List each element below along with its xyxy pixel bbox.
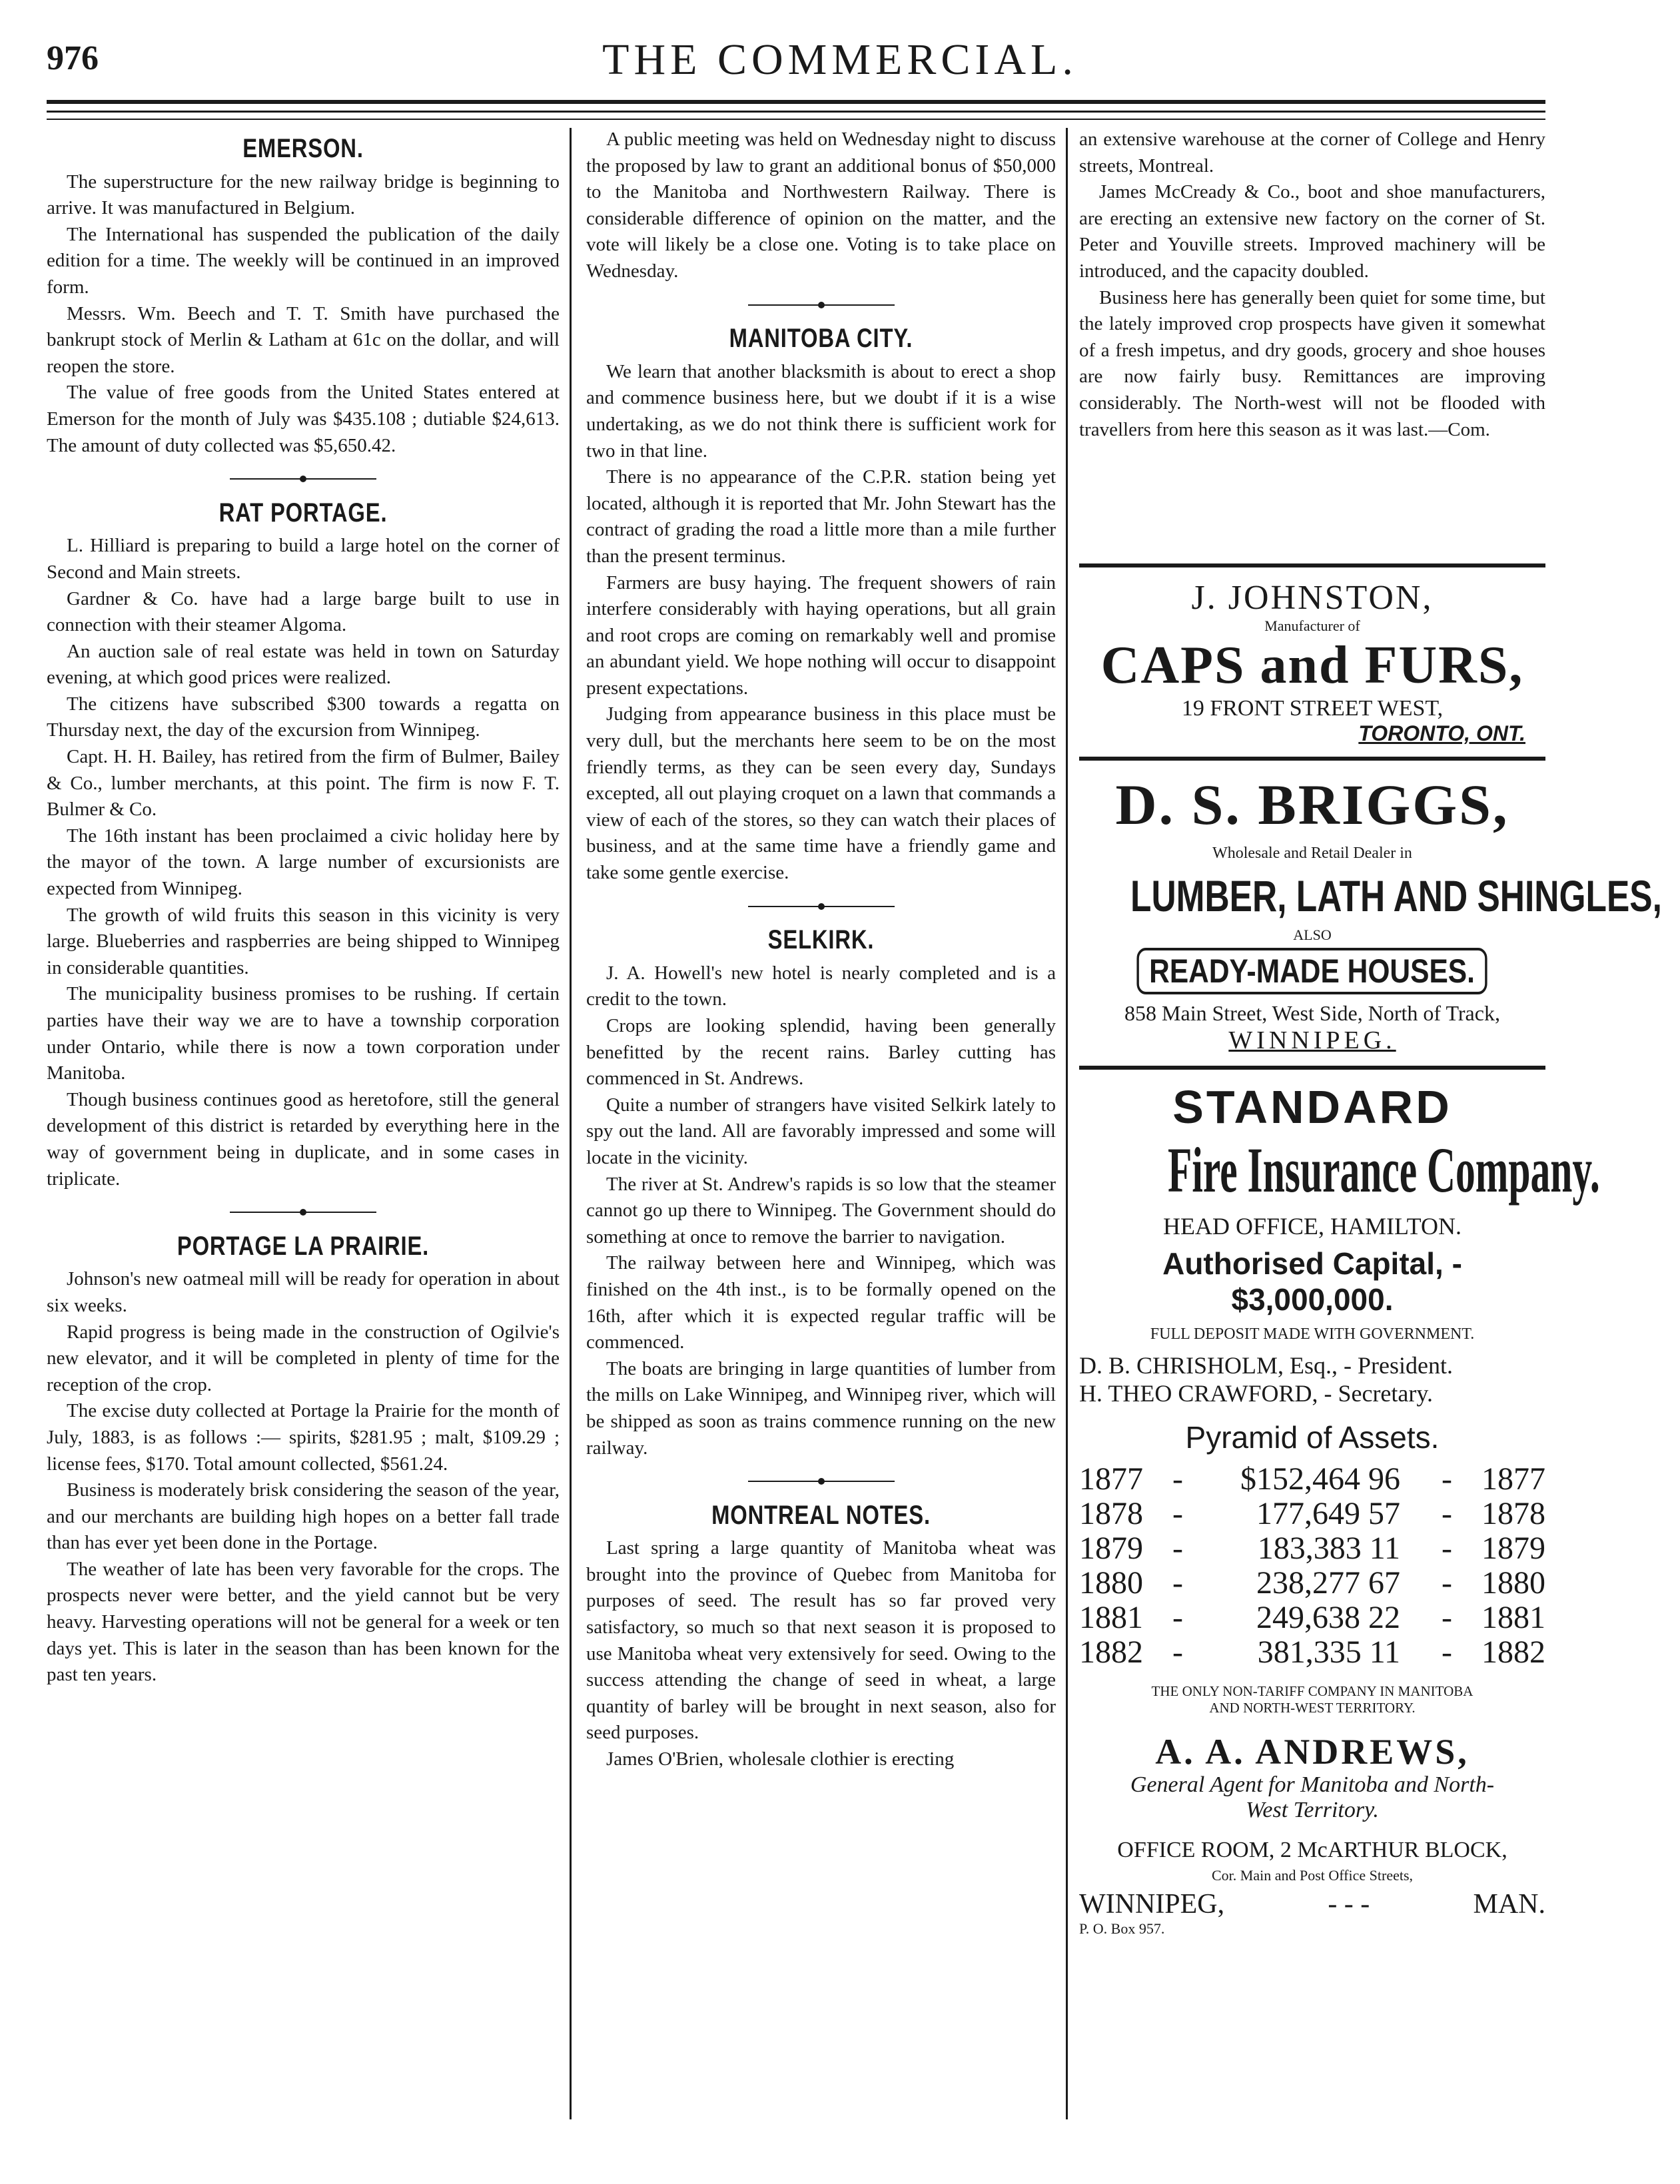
asset-dash: -: [1172, 1635, 1183, 1670]
advertiser-subtitle: Manufacturer of: [1264, 617, 1360, 634]
paragraph: Business is moderately brisk considering the season of the year, and our merchants are building high hopes on a better fall trade than has ever yet been done in the Portage.: [47, 1479, 560, 1554]
company-secretary: H. THEO CRAWFORD, - Secretary.: [1079, 1380, 1434, 1407]
advertiser-name: D. S. BRIGGS,: [1115, 773, 1509, 837]
agent-box: P. O. Box 957.: [1079, 1920, 1165, 1937]
assets-row: [1079, 1566, 1545, 1601]
assets-row: [1079, 1462, 1545, 1497]
capital-value: $3,000,000.: [1231, 1282, 1394, 1317]
column-rule: [570, 128, 572, 2119]
assets-row: [1079, 1531, 1545, 1566]
paragraph: The municipality business promises to be rushing. If certain parties have their way we are to have a township corporation under Ontario, while there is now a town corporation under Manitoba.: [47, 983, 560, 1084]
assets-row: [1079, 1601, 1545, 1635]
agent-corner: Cor. Main and Post Office Streets,: [1211, 1867, 1414, 1884]
asset-year: 1881: [1079, 1600, 1143, 1635]
capital-label: Authorised Capital, -: [1162, 1246, 1462, 1281]
section-heading-emerson: EMERSON.: [242, 134, 364, 163]
advertiser-subtitle: Wholesale and Retail Dealer in: [1212, 845, 1412, 862]
paragraph: The river at St. Andrew's rapids is so low that the steamer cannot go up there to Winnipeg. The Government should do something at once to remove the barrier to navigation.: [586, 1173, 1056, 1248]
paragraph: The growth of wild fruits this season in this vicinity is very large. Blueberries and raspberries are being shipped to Winnipeg in considerable quantities.: [47, 904, 560, 978]
company-capital: [1079, 1246, 1545, 1317]
company-title: STANDARD: [1172, 1081, 1452, 1133]
section-heading-portage-la-prairie: PORTAGE LA PRAIRIE.: [177, 1231, 430, 1261]
paragraph: Capt. H. H. Bailey, has retired from the firm of Bulmer, Bailey & Co., lumber merchants, at this point. The firm is now F. T. Bulmer & Co.: [47, 746, 560, 821]
company-name: Fire Insurance Company.: [1168, 1134, 1600, 1206]
ad-rule: [1079, 757, 1545, 761]
advertiser-address: 19 FRONT STREET WEST,: [1181, 696, 1444, 721]
paragraph: The weather of late has been very favorable for the crops. The prospects never were better, and the yield cannot but be very heavy. Harvesting operations will not be general for a week or ten days yet. This is later in the season than has been known for the past ten years.: [47, 1558, 560, 1686]
asset-dash: -: [1172, 1531, 1183, 1566]
asset-amount: $152,464 96: [1240, 1461, 1401, 1497]
paragraph: Judging from appearance business in this place must be very dull, but the merchants here seem to be on the most friendly terms, as they can be seen every day, Sundays excepted, all out playing croquet on a lawn that commands a view of each of the stores, so they can watch their places of business, and at the same time have a friendly game and take some gentle exercise.: [586, 703, 1056, 884]
asset-year-right: 1882: [1481, 1635, 1545, 1670]
asset-dash: -: [1442, 1600, 1452, 1635]
ornamental-divider: [586, 290, 1056, 317]
paragraph: The citizens have subscribed $300 towards a regatta on Thursday next, the day of the excursion from Winnipeg.: [47, 693, 560, 741]
column-3: [1079, 127, 1545, 443]
ad-briggs: [1079, 771, 1662, 1055]
asset-dash: -: [1442, 1635, 1452, 1670]
paragraph: Johnson's new oatmeal mill will be ready for operation in about six weeks.: [47, 1268, 560, 1316]
advertiser-feature: [1079, 948, 1545, 994]
ad-rule: [1079, 1066, 1545, 1070]
paragraph: James McCready & Co., boot and shoe manufacturers, are erecting an extensive new factory on the corner of St. Peter and Youville streets. Improved machinery will be introduced, and the capacity doubled.: [1079, 181, 1545, 282]
column-rule: [1066, 128, 1068, 2119]
asset-year: 1879: [1079, 1531, 1143, 1566]
advertiser-headline: CAPS and FURS,: [1100, 636, 1524, 695]
advertiser-name: J. JOHNSTON,: [1191, 579, 1434, 617]
ad-rule: [1079, 563, 1545, 567]
paragraph: A public meeting was held on Wednesday night to discuss the proposed by law to grant an additional bonus of $50,000 to the Manitoba and Northwestern Railway. There is considerable difference of opinion on the matter, and the vote will likely be a close one. Voting is to take place on Wednesday.: [586, 129, 1056, 282]
paragraph: The railway between here and Winnipeg, which was finished on the 4th inst., is to be formally opened on the 16th, after which it is expected regular traffic will be commenced.: [586, 1252, 1056, 1353]
divider-ornament-icon: [230, 1208, 376, 1216]
asset-year: 1878: [1079, 1496, 1143, 1531]
agent-dashes: - - -: [1328, 1889, 1370, 1920]
paragraph: Last spring a large quantity of Manitoba wheat was brought into the province of Quebec from Manitoba for purposes of seed. The result has so far proved very satisfactory, so much so that next season it is proposed to use Manitoba wheat very extensively for seed. Owing to the success attending the change of seed in wheat, a large quantity of barley will be brought in next season, also for seed purposes.: [586, 1537, 1056, 1744]
paragraph: Rapid progress is being made in the construction of Ogilvie's new elevator, and it will be completed in plenty of time for the reception of the crop.: [47, 1321, 560, 1395]
paragraph: The International has suspended the publication of the daily edition for a time. The weekly will be continued in an improved form.: [47, 223, 560, 298]
section-heading-montreal-notes: MONTREAL NOTES.: [711, 1500, 931, 1530]
asset-year-right: 1880: [1481, 1565, 1545, 1601]
assets-row: [1079, 1635, 1545, 1670]
section-heading-selkirk: SELKIRK.: [767, 925, 875, 955]
paragraph: L. Hilliard is preparing to build a large hotel on the corner of Second and Main streets.: [47, 535, 560, 583]
column-1: [47, 127, 560, 1688]
asset-year: 1882: [1079, 1635, 1143, 1670]
paragraph: an extensive warehouse at the corner of College and Henry streets, Montreal.: [1079, 129, 1545, 177]
paragraph: An auction sale of real estate was held in town on Saturday evening, at which good prices were realized.: [47, 640, 560, 689]
assets-title: Pyramid of Assets.: [1185, 1420, 1440, 1455]
asset-dash: -: [1442, 1496, 1452, 1531]
asset-dash: -: [1442, 1461, 1452, 1497]
ornamental-divider: [47, 464, 560, 491]
paragraph: Though business continues good as heretofore, still the general development of this district is retarded by everything here in the way of government being in duplicate, and in some cases in triplicate.: [47, 1088, 560, 1190]
asset-amount: 177,649 57: [1256, 1496, 1401, 1531]
paragraph: James O'Brien, wholesale clothier is erecting: [606, 1748, 955, 1770]
paragraph: The superstructure for the new railway bridge is beginning to arrive. It was manufactured in Belgium.: [47, 171, 560, 219]
advertiser-city: TORONTO, ONT.: [1358, 721, 1525, 745]
paragraph: Gardner & Co. have had a large barge built to use in connection with their steamer Algoma.: [47, 587, 560, 636]
asset-dash: -: [1442, 1531, 1452, 1566]
divider-ornament-icon: [748, 1477, 895, 1485]
asset-dash: -: [1172, 1565, 1183, 1601]
asset-dash: -: [1442, 1565, 1452, 1601]
agent-province: MAN.: [1473, 1889, 1545, 1920]
page-number: 976: [47, 39, 99, 77]
paragraph: We learn that another blacksmith is about to erect a shop and commence business here, but we doubt if it is a wise undertaking, as we do not think there is sufficient work for two in that line.: [586, 360, 1056, 462]
agent-city: WINNIPEG,: [1079, 1889, 1225, 1920]
asset-dash: -: [1172, 1600, 1183, 1635]
ad-standard-fire: [1079, 1080, 1600, 1938]
non-tariff-note: THE ONLY NON-TARIFF COMPANY IN MANITOBA: [1151, 1683, 1473, 1699]
masthead-rule: [47, 111, 1545, 113]
agent-title: West Territory.: [1246, 1798, 1379, 1822]
ornamental-divider: [586, 892, 1056, 918]
assets-row: [1079, 1497, 1545, 1531]
asset-dash: -: [1172, 1461, 1183, 1497]
agent-name: A. A. ANDREWS,: [1155, 1732, 1470, 1772]
masthead-title: THE COMMERCIAL.: [602, 35, 1078, 84]
section-heading-rat-portage: RAT PORTAGE.: [218, 498, 388, 528]
paragraph: The value of free goods from the United States entered at Emerson for the month of July was $435.108 ; dutiable $24,613. The amount of duty collected was $5,650.42.: [47, 382, 560, 456]
masthead-rule: [47, 119, 1545, 120]
advertisements: [1079, 553, 1662, 1938]
paragraph: The boats are bringing in large quantities of lumber from the mills on Lake Winnipeg, and Winnipeg river, which will be shipped as soon as trains commence running on the new railway.: [586, 1357, 1056, 1459]
divider-ornament-icon: [748, 903, 895, 910]
agent-title: General Agent for Manitoba and North-: [1130, 1772, 1495, 1797]
company-president: D. B. CHRISHOLM, Esq., - President.: [1079, 1352, 1454, 1379]
paragraph: Messrs. Wm. Beech and T. T. Smith have purchased the bankrupt stock of Merlin & Latham at 61c on the dollar, and will reopen the store.: [47, 302, 560, 377]
paragraph: The excise duty collected at Portage la Prairie for the month of July, 1883, is as follows :— spirits, $281.95 ; malt, $109.29 ; license fees, $170. Total amount collected, $561.24.: [47, 1400, 560, 1475]
agent-city-line: [1079, 1888, 1545, 1920]
company-deposit: FULL DEPOSIT MADE WITH GOVERNMENT.: [1150, 1325, 1475, 1343]
agent-office: OFFICE ROOM, 2 McARTHUR BLOCK,: [1117, 1838, 1507, 1862]
advertiser-headline: LUMBER, LATH AND SHINGLES,: [1130, 871, 1662, 920]
asset-amount: 249,638 22: [1256, 1600, 1401, 1635]
divider-ornament-icon: [748, 301, 895, 309]
section-heading-manitoba-city: MANITOBA CITY.: [729, 324, 913, 354]
paragraph: The 16th instant has been proclaimed a civic holiday here by the mayor of the town. A large number of excursionists are expected from Winnipeg.: [47, 825, 560, 900]
asset-year-right: 1878: [1481, 1496, 1545, 1531]
column-2: [586, 127, 1056, 1773]
divider-ornament-icon: [230, 475, 376, 483]
paragraph: J. A. Howell's new hotel is nearly completed and is a credit to the town.: [586, 962, 1056, 1010]
advertiser-also: ALSO: [1293, 926, 1332, 943]
asset-amount: 238,277 67: [1256, 1565, 1401, 1601]
masthead-rule: [47, 100, 1545, 104]
ad-johnston: [1079, 578, 1545, 746]
non-tariff-note: AND NORTH-WEST TERRITORY.: [1209, 1700, 1416, 1716]
asset-amount: 183,383 11: [1257, 1531, 1401, 1566]
assets-table: [1079, 1462, 1545, 1670]
paragraph: Farmers are busy haying. The frequent showers of rain interfere considerably with haying operations, but all grain and root crops are coming on remarkably well and promise an abundant yield. We hope nothing will occur to disappoint present expectations.: [586, 571, 1056, 699]
paragraph: Business here has generally been quiet for some time, but the lately improved crop prospects have given it somewhat of a fresh impetus, and dry goods, grocery and shoe houses are now fairly busy. Remittances are improving considerably. The North-west will not be flooded with travellers from here this season as it was last.—Com.: [1079, 286, 1545, 440]
asset-year: 1880: [1079, 1565, 1143, 1601]
paragraph: There is no appearance of the C.P.R. station being yet located, although it is reported that Mr. John Stewart has the contract of grading the road a little more than a mile further than the present terminus.: [586, 466, 1056, 567]
paragraph: Quite a number of strangers have visited Selkirk lately to spy out the land. All are favorably impressed and some will locate in the vicinity.: [586, 1094, 1056, 1168]
asset-dash: -: [1172, 1496, 1183, 1531]
ready-made-houses-banner: READY-MADE HOUSES.: [1137, 948, 1487, 994]
asset-year-right: 1877: [1481, 1461, 1545, 1497]
paragraph: Crops are looking splendid, having been generally benefitted by the recent rains. Barley cutting has commenced in St. Andrews.: [586, 1015, 1056, 1090]
asset-year: 1877: [1079, 1461, 1143, 1497]
company-office: HEAD OFFICE, HAMILTON.: [1162, 1213, 1462, 1240]
advertiser-address: 858 Main Street, West Side, North of Track,: [1124, 1001, 1500, 1025]
asset-amount: 381,335 11: [1257, 1635, 1401, 1670]
ornamental-divider: [586, 1467, 1056, 1493]
asset-year-right: 1881: [1481, 1600, 1545, 1635]
advertiser-city: WINNIPEG.: [1228, 1026, 1396, 1054]
ornamental-divider: [47, 1198, 560, 1224]
asset-year-right: 1879: [1481, 1531, 1545, 1566]
